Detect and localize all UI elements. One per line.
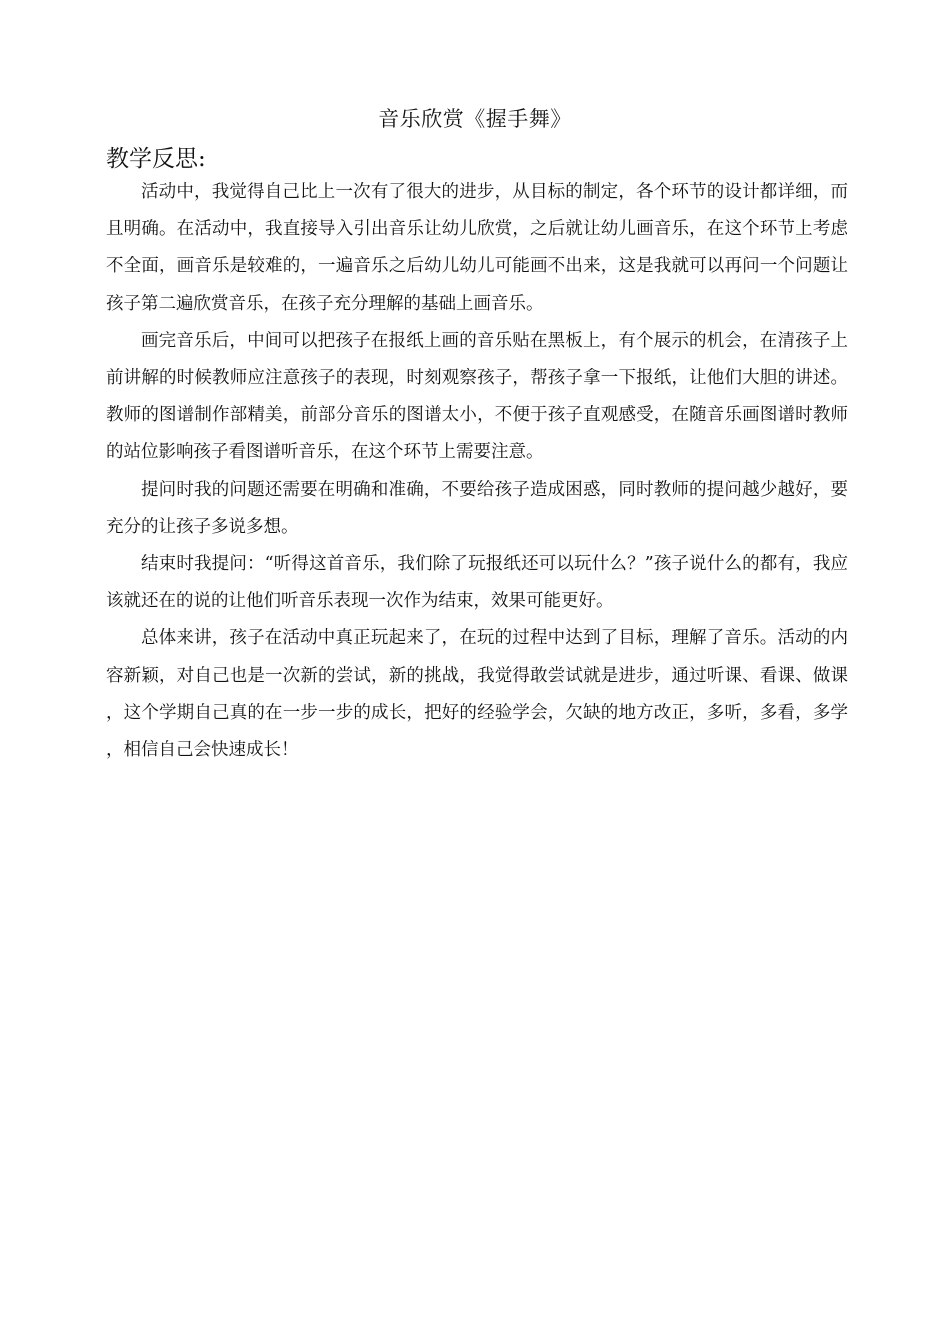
- paragraph: 活动中，我觉得自己比上一次有了很大的进步，从目标的制定，各个环节的设计都详细，而且明确。在活动中，我直接导入引出音乐让幼儿欣赏，之后就让幼儿画音乐，在这个环节上考虑不全面，画音乐是较难的，一遍音乐之后幼儿幼儿可能画不出来，这是我就可以再问一个问题让孩子第二遍欣赏音乐，在孩子充分理解的基础上画音乐。: [106, 182, 848, 314]
- paragraph: 结束时我提问：“听得这首音乐，我们除了玩报纸还可以玩什么？”孩子说什么的都有，我应该就还在的说的让他们听音乐表现一次作为结束，效果可能更好。: [106, 554, 848, 612]
- section-heading: 教学反思:: [106, 146, 206, 172]
- document-body: [106, 174, 848, 769]
- paragraph: 总体来讲，孩子在活动中真正玩起来了，在玩的过程中达到了目标，理解了音乐。活动的内容新颖，对自己也是一次新的尝试，新的挑战，我觉得敢尝试就是进步，通过听课、看课、做课，这个学期自己真的在一步一步的成长，把好的经验学会，欠缺的地方改正，多听，多看，多学，相信自己会快速成长！: [106, 628, 848, 761]
- paragraph: 提问时我的问题还需要在明确和准确，不要给孩子造成困惑，同时教师的提问越少越好，要充分的让孩子多说多想。: [106, 479, 848, 537]
- document-title: 音乐欣赏《握手舞》: [378, 107, 572, 131]
- paragraph: 画完音乐后，中间可以把孩子在报纸上画的音乐贴在黑板上，有个展示的机会，在清孩子上前讲解的时候教师应注意孩子的表现，时刻观察孩子，帮孩子拿一下报纸，让他们大胆的讲述。教师的图谱制作部精美，前部分音乐的图谱太小，不便于孩子直观感受，在随音乐画图谱时教师的站位影响孩子看图谱听音乐，在这个环节上需要注意。: [106, 330, 848, 463]
